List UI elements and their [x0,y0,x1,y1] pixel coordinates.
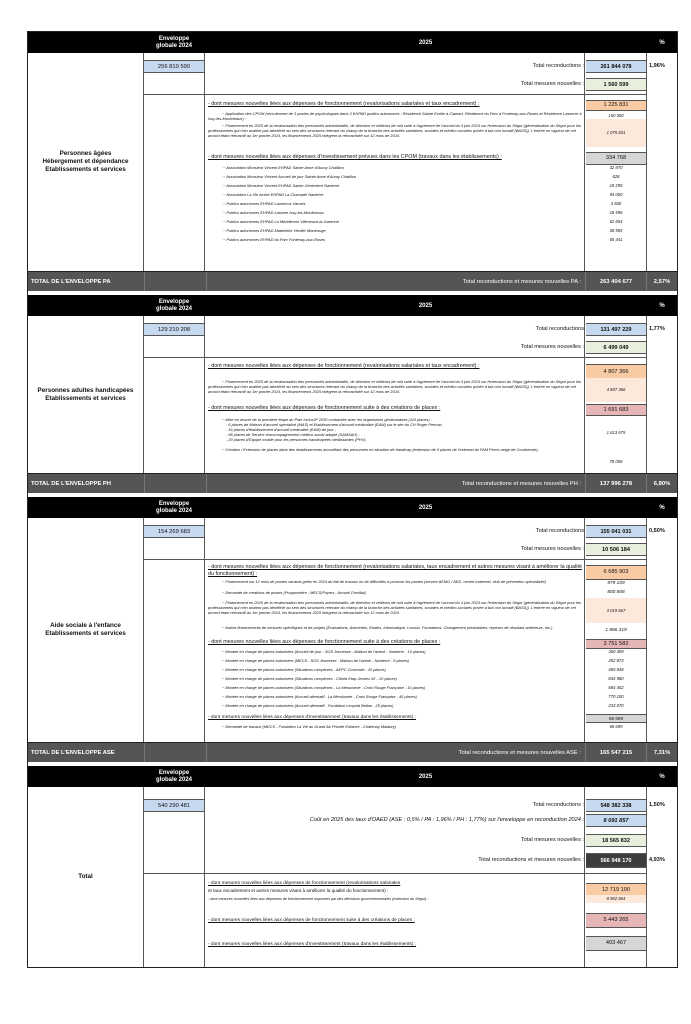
pct-reconductions: 1,96% [649,63,665,69]
line-item-value: 1 075 831 [586,119,646,147]
line-item-value: 38 585 [609,228,623,233]
line-item-value: 770 100 [608,694,624,699]
section-fonctionnement: - dont mesures nouvelles liées aux dépenses de fonctionnement (revalorisations salariales, taux encadrement et autres mesures visant à améliorer la qualité du fonctionnement) : [208,564,582,577]
total-reconductions-value: 548 382 338 [586,799,646,812]
header-pct: % [659,504,665,511]
line-item-value: 94 000 [609,192,623,197]
table-header [28,295,677,316]
table-header [28,32,677,53]
total-text: Total reconductions et mesures nouvelles PA : [206,272,585,291]
section-investissement-value: 403 467 [586,936,646,951]
line-item: ~ Financement sur 12 mois de postes vacants gelés en 2024 du fait de travaux ou de difficultés à pourvoir les postes (service AEMO / AED, centre maternel, club de prévention spécialisée) [222,579,546,584]
line-item-value: 844 980 [608,676,624,681]
line-item: ~ Association Monsieur Vincent EHPAD Sainte Anne d'Auray Chatillon [223,165,344,170]
pct-reconductions: 1,50% [649,802,665,808]
total-label: TOTAL DE L'ENVELOPPE ASE [31,749,115,756]
line-item-value: 465 848 [608,667,624,672]
total-reconductions-label: Total reconductions : [532,63,584,69]
section-fonctionnement-value: 4 807 366 [586,364,646,380]
line-item-value: 452 873 [608,658,624,663]
total-pct: 2,57% [646,272,677,291]
category-label-ase: Aide sociale à l'enfance Etablissements et services [28,518,144,742]
segur-line: - dont mesures nouvelles liées aux dépenses de fonctionnement imposées par des décisions gouvernementales (extension du Ségur) : [208,897,429,901]
total-row-ph [28,473,677,493]
line-item: ~ Publics autonomes EHPAD La Méridienne Villeneuve-la-Garenne [223,219,339,224]
line-item-value: 233 070 [608,703,624,708]
block-total [27,766,678,968]
section-places: - dont mesures nouvelles liées aux dépenses de fonctionnement suite à des créations de places : [208,405,441,411]
section-investissement-value: 68 699 [586,714,646,723]
section-investissement-value: 334 768 [586,152,646,165]
total-mesures-label: Total mesures nouvelles : [520,81,584,87]
section-places-value: 3 751 582 [586,639,646,649]
total-mesures-label: Total mesures nouvelles : [520,344,584,350]
line-item: ~ Montée en charge de places autorisées (Accueil alternatif - Fondation Leopold Bellan - 25 places) [222,703,394,708]
category-label-ph: Personnes adultes handicapées Etablissements et services [28,316,144,473]
grand-total-pct: 4,93% [649,857,665,863]
line-item-value: 1 886 319 [605,628,627,633]
line-item-value: 3 500 [610,201,622,206]
grand-total-value: 566 948 170 [586,853,646,868]
total-mesures-value: 6 499 049 [586,341,646,354]
line-item: ~ Association La Vie Active EHPAD La Chamade Nanterre [223,192,324,197]
line-item-value: 150 000 [608,113,624,118]
total-reconductions-label: Total reconductions [535,326,584,332]
line-item: ~ Financement en 2025 de la revalorisation des personnels administratifs, de direction et veilleurs de nuit suite à l'agrément de l'accord du 4 juin 2024 sur l'extension du Ségur (généralisation du Ségur pour les professionnels qui n'en avaient pas bénéficié au sein des structures relevant du champ de la branche des activités sanitaires, sociales et médico-sociales privée à but non lucratif (BASS)). L'entrée en vigueur de cet accord étant rétroactif au 1er janvier 2024, les financements 2025 intègrent la rétroactivité sur 12 mois de 2024. [208,123,581,139]
total-row-ase [28,742,677,762]
line-item: ~ Création / Extension de places dans des établissements accueillant des personnes en situation de handicap (extension de 5 places de l'externat du FAM Perce-neige de Courbevoie). [222,447,539,452]
line-item: ~ Demande de créations de postes (Pouponnière ; MECS/Foyers ; Accueil Familial) [222,590,366,595]
line-item-value: 4 807 366 [586,378,646,402]
line-item-value: 979 109 [607,581,625,586]
line-item: ~ Montée en charge de places autorisées (Situations complexes - Cithéa Etap Jeunes 92 - 10 places) [222,676,397,681]
total-mesures-value: 10 506 184 [586,543,646,556]
line-item-value: 18 596 [609,210,623,215]
section-fonctionnement-continued: et taux encadrement et autres mesures visant à améliorer la qualité du fonctionnement) : [208,888,389,893]
category-label-total: Total [28,787,144,967]
header-pct: % [659,302,665,309]
line-item-value: 65 441 [609,237,623,242]
envelope-2024-value: 256 810 590 [144,60,204,73]
line-item: ~ Publics autonomes EHPAD Lamercux Vanves [223,201,306,206]
pct-reconductions: 0,50% [649,528,665,534]
line-item: ~ Association Monsieur Vincent Accueil de jour Sainte Anne d'Auray Chatillon [223,174,357,179]
section-places-value: 5 443 265 [586,913,646,928]
line-item-value: 78 008 [609,459,623,464]
pct-reconductions: 1,77% [649,326,665,332]
segur-value: 8 902 864 [586,895,646,903]
header-envelope: Enveloppe globale 2024 [155,35,193,49]
total-pct: 6,80% [646,474,677,493]
envelope-2024-value: 154 269 683 [144,525,204,538]
header-year: 2025 [418,39,433,46]
header-year: 2025 [418,504,433,511]
line-item-value: 1 613 675 [606,430,626,435]
line-item: ~ Publics autonomes EHPAD Lassere Issy-les-Moulineaux [223,210,324,215]
line-item: ~ Montée en charge de places autorisées (Situations complexes - La Menuiserie - Croix Rouge Française - 10 places) [222,685,426,690]
line-item: ~ Publics autonomes EHPAD du Parc Fontenay-aux-Roses [223,237,326,242]
total-mesures-label: Total mesures nouvelles : [520,837,584,843]
total-reconductions-value: 261 844 078 [586,60,646,73]
block-ph [27,295,678,493]
total-mesures-label: Total mesures nouvelles : [520,546,584,552]
line-item: ~ Financement en 2025 de la revalorisation des personnels administratifs, de direction et veilleurs de nuit suite à l'agrément de l'accord du 4 juin 2024 sur l'extension du Ségur (généralisation du Ségur pour les professionnels qui n'en avaient pas bénéficié au sein des structures relevant du champ de la branche des activités sanitaires, sociales et médico-sociales privée à but non lucratif (BASS)). L'entrée en vigueur de cet accord étant rétroactif au 1er janvier 2024, les financements 2025 intègrent la rétroactivité sur 12 mois de 2024 [208,600,581,616]
total-reconductions-value: 131 497 229 [586,323,646,336]
total-mesures-value: 1 560 599 [586,78,646,91]
line-item: ~ Publics autonomes EHPAD Madeleine Verdier Montrouge [223,228,326,233]
section-fonctionnement-value: 12 719 100 [586,883,646,897]
line-item: ~ Autres financements de mesures spécifiques et de projets (Evaluations, Astreintes, Etudes, Informatique, Locaux, Formations, Changement prestataires, reprises de résultats antérieurs, etc.) [222,625,553,630]
section-fonctionnement: - dont mesures nouvelles liées aux dépenses de fonctionnement (revalorisations salariales et taux encadrement) : [208,363,480,369]
oaed-value: 8 091 857 [586,814,646,827]
line-item-value: 3 019 667 [586,598,646,623]
total-value: 165 547 215 [585,743,646,762]
header-year: 2025 [418,302,433,309]
line-item-value: 800 808 [607,590,625,595]
section-places-value: 1 691 683 [586,404,646,416]
section-investissement: - dont mesures nouvelles liées aux dépenses d'investissement prévues dans les CPOM (travaux dans les établissements) : [208,154,502,160]
line-item: ~ Financement en 2025 de la revalorisation des personnels administratifs, de direction et veilleurs de nuit suite à l'agrément de l'accord du 4 juin 2024 sur l'extension du Ségur (généralisation du Ségur pour les professionnels qui n'en avaient pas bénéficié au sein des structures relevant du champ de la branche des activités sanitaires, sociales et médico-sociales privée à but non lucratif (BASS)). L'entrée en vigueur de cet accord étant rétroactif au 1er janvier 2024, les financements 2025 intègrent la rétroactivité sur 12 mois de 2024. [208,379,581,395]
line-item: ~ Montée en charge de places autorisées (Accueil alternatif - La Menuiserie - Croix Rouge Française - 45 places) [222,694,417,699]
line-item-value: 300 309 [608,649,624,654]
header-envelope: Enveloppe globale 2024 [155,500,193,514]
section-places: - dont mesures nouvelles liées aux dépenses de fonctionnement suite à des créations de places : [208,918,415,923]
header-pct: % [659,773,665,780]
line-item-value: 62 854 [609,219,623,224]
header-envelope: Enveloppe globale 2024 [155,298,193,312]
grand-total-label: Total reconductions et mesures nouvelles : [478,857,584,863]
total-pct: 7,31% [646,743,677,762]
line-item-value: 32 870 [609,165,623,170]
table-header [28,497,677,518]
envelope-2024-value: 540 290 481 [144,799,204,812]
total-reconductions-label: Total reconductions [535,528,584,534]
section-fonctionnement: - dont mesures nouvelles liées aux dépenses de fonctionnement (revalorisations salariales [208,881,401,886]
total-label: TOTAL DE L'ENVELOPPE PA [31,278,111,285]
line-item: ~ Demande de travaux (MECS - Fondation La Vie au Grand Air Priorité Enfance - Châtenay Malabry) [222,724,396,729]
line-item: ~ Montée en charge de places autorisées (Situations complexes - AEPC Concorde - 20 places) [222,667,386,672]
oaed-label: Coût en 2025 des taux d'OAED (ASE : 0,5% / PA : 1,96% / PH : 1,77%) sur l'enveloppe en reconduction 2024 : [309,817,584,823]
total-text: Total reconductions et mesures nouvelles ASE : [206,743,585,762]
section-investissement: - dont mesures nouvelles liées aux dépenses d'investissement (travaux dans les établissements) : [208,715,417,720]
header-year: 2025 [418,773,433,780]
section-fonctionnement-value: 6 685 903 [586,565,646,580]
line-item-value: 684 402 [608,685,624,690]
header-envelope: Enveloppe globale 2024 [155,769,193,783]
section-investissement: - dont mesures nouvelles liées aux dépenses d'investissement (travaux dans les établissements) : [208,942,417,947]
header-pct: % [659,39,665,46]
total-label: TOTAL DE L'ENVELOPPE PH [31,480,111,487]
line-item: ~ Application des CPOM (recrutement de 3 postes de psychologues dans 3 EHPAD publics autonomes : Résidence Sainte Emilie à Clamart, Résidence du Parc à Fontenay-aux-Roses et Résidence Lasserre à Issy-les-Moulineaux) : [208,111,582,122]
section-fonctionnement-value: 1 225 831 [586,100,646,111]
line-item: ~ Mise en œuvre de la première étape du Plan Inclus'IF 2030 contractée avec les organismes gestionnaires (110 places) : - 6 places de Maison d'accueil spécialisé (MAS) et Etablissement d'accueil médicalisé (EAM) sur le site du CH Roger Prévost - 16 places d'établissement d'accueil médicalisé (EAM) de jour ; - 68 places de Service d'accompagnement médico-social adapté (SAMSAH) ; - 20 places d'Equipe mobile pour les personnes handicapées vieillissantes (PHV). [222,417,442,443]
block-ase [27,497,678,762]
line-item-value: 18 295 [609,183,623,188]
envelope-2024-value: 129 210 208 [144,323,204,336]
table-header [28,766,677,787]
total-mesures-value: 18 565 832 [586,834,646,847]
line-item: ~ Montée en charge de places autorisées (Accueil de jour - SOS Jeunesse - Maison de l'avenir - Nanterre - 10 places) [222,649,426,654]
total-text: Total reconductions et mesures nouvelles PH : [206,474,585,493]
category-label-pa: Personnes âgées Hébergement et dépendance Etablissements et services [28,53,144,271]
line-item: ~ Association Monsieur Vincent EHPAD Sainte Geneviève Nanterre [223,183,340,188]
section-fonctionnement: - dont mesures nouvelles liées aux dépenses de fonctionnement (revalorisations salariales et taux encadrement) : [208,101,480,107]
total-value: 137 996 278 [585,474,646,493]
block-pa [27,31,678,291]
line-item: ~ Montée en charge de places autorisées (MECS - SOS Jeunesse - Maison de l'avenir - Nanterre - 8 places) [222,658,410,663]
line-item-value: 68 699 [609,724,623,729]
budget-sheet [27,31,676,968]
total-reconductions-value: 155 041 031 [586,525,646,538]
total-reconductions-label: Total reconductions : [532,802,584,808]
total-value: 263 404 677 [585,272,646,291]
section-places: - dont mesures nouvelles liées aux dépenses de fonctionnement suite à des créations de places : [208,639,441,645]
total-row-pa [28,271,677,291]
line-item-value: 628 [612,174,620,179]
